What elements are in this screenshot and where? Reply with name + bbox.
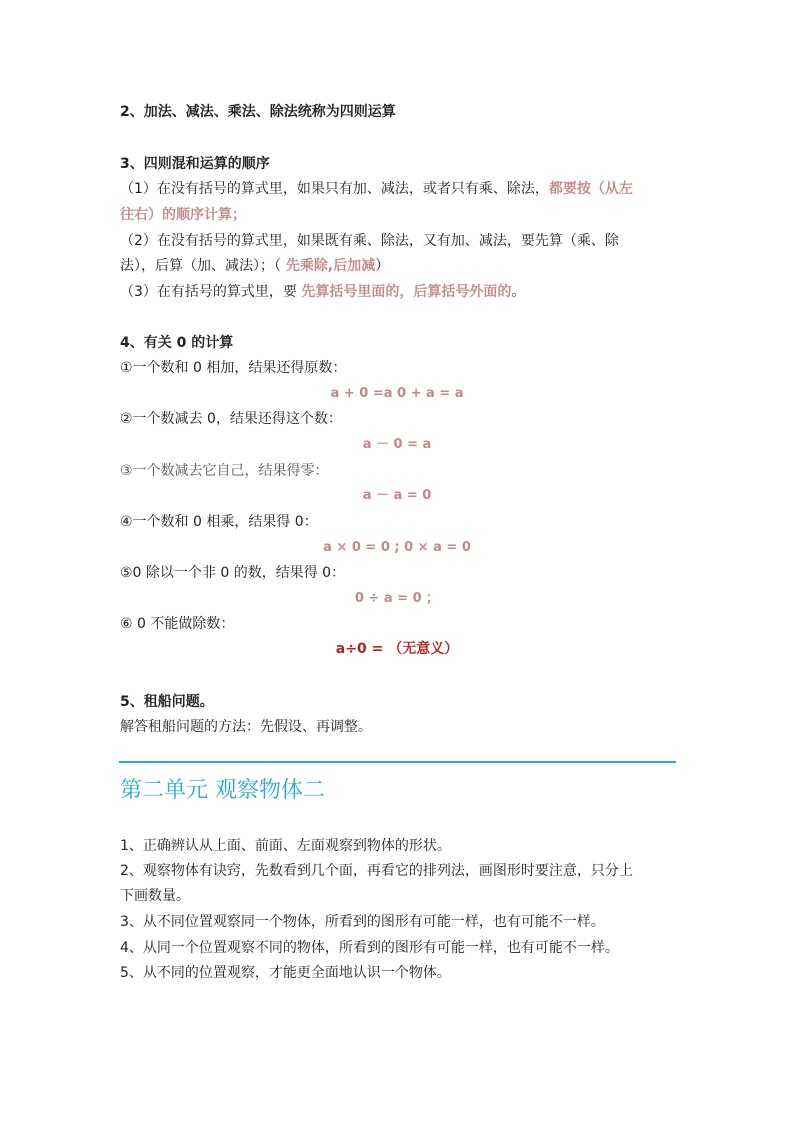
rule-1-text: （1）在没有括号的算式里，如果只有加、减法，或者只有乘、除法，: [120, 181, 549, 197]
division-by-zero: a÷0 =: [335, 641, 389, 657]
unit-2-item-1: 1、正确辨认从上面、前面、左面观察到物体的形状。: [120, 838, 451, 854]
section-3-rule-3: [120, 282, 680, 302]
section-3-title: 3、四则混和运算的顺序: [120, 156, 270, 172]
rule-3-end: 。: [511, 284, 526, 300]
unit-2-item-4: 4、从同一个位置观察不同的物体，所看到的图形有可能一样，也有可能不一样。: [120, 940, 619, 956]
rule-2-text: 法），后算（加、减法）；（: [120, 258, 281, 274]
unit-2-title: 第二单元 观察物体二: [120, 778, 325, 803]
zero-rule-3: ③一个数减去它自己，结果得零：: [120, 463, 329, 479]
section-3-rule-2-cont: [120, 256, 680, 276]
rule-2-close: ）: [375, 258, 390, 274]
section-5-title: 5、租船问题。: [120, 694, 214, 710]
zero-rule-5: ⑤0 除以一个非 0 的数，结果得 0：: [120, 565, 346, 581]
zero-rule-1: ①一个数和 0 相加，结果还得原数：: [120, 360, 347, 376]
rule-1-highlight: 都要按（从左: [548, 181, 633, 197]
zero-rule-4: ④一个数和 0 相乘，结果得 0：: [120, 514, 318, 530]
unit-2-item-3: 3、从不同位置观察同一个物体，所看到的图形有可能一样，也有可能不一样。: [120, 914, 605, 930]
unit-2-item-2-cont: 下画数量。: [120, 888, 190, 904]
unit-divider: [119, 761, 676, 763]
section-3-rule-2: （2）在没有括号的算式里，如果既有乘、除法，又有加、减法，要先算（乘、除: [120, 233, 619, 249]
zero-rule-2: ②一个数减去 0，结果还得这个数：: [120, 411, 342, 427]
unit-2-item-2: 2、观察物体有诀窍，先数看到几个面，再看它的排列法，画图形时要注意，只分上: [120, 863, 633, 879]
zero-formula-6: [167, 640, 627, 658]
section-2-title: 2、加法、减法、乘法、除法统称为四则运算: [120, 104, 396, 120]
section-3-rule-1: [120, 179, 680, 199]
zero-rule-6: ⑥ 0 不能做除数：: [120, 616, 235, 632]
zero-formula-3: a － a = 0: [362, 488, 432, 503]
section-3-rule-1-cont: 往右）的顺序计算；: [120, 207, 246, 223]
rule-2-highlight: 先乘除,后加减: [281, 258, 376, 274]
zero-formula-5: 0 ÷ a = 0 ；: [354, 591, 440, 606]
zero-formula-1: a + 0 =a 0 + a = a: [330, 386, 464, 401]
rule-3-text: （3）在有括号的算式里，要: [120, 284, 302, 300]
section-5-body: 解答租船问题的方法：先假设、再调整。: [120, 719, 372, 735]
zero-formula-4: a × 0 = 0 ; 0 × a = 0: [323, 540, 471, 555]
rule-3-highlight: 先算括号里面的，后算括号外面的: [301, 284, 512, 300]
section-4-title: 4、有关 0 的计算: [120, 335, 234, 351]
zero-formula-2: a － 0 = a: [362, 437, 432, 452]
unit-2-item-5: 5、从不同的位置观察，才能更全面地认识一个物体。: [120, 965, 451, 981]
meaningless-label: （无意义）: [388, 641, 459, 657]
